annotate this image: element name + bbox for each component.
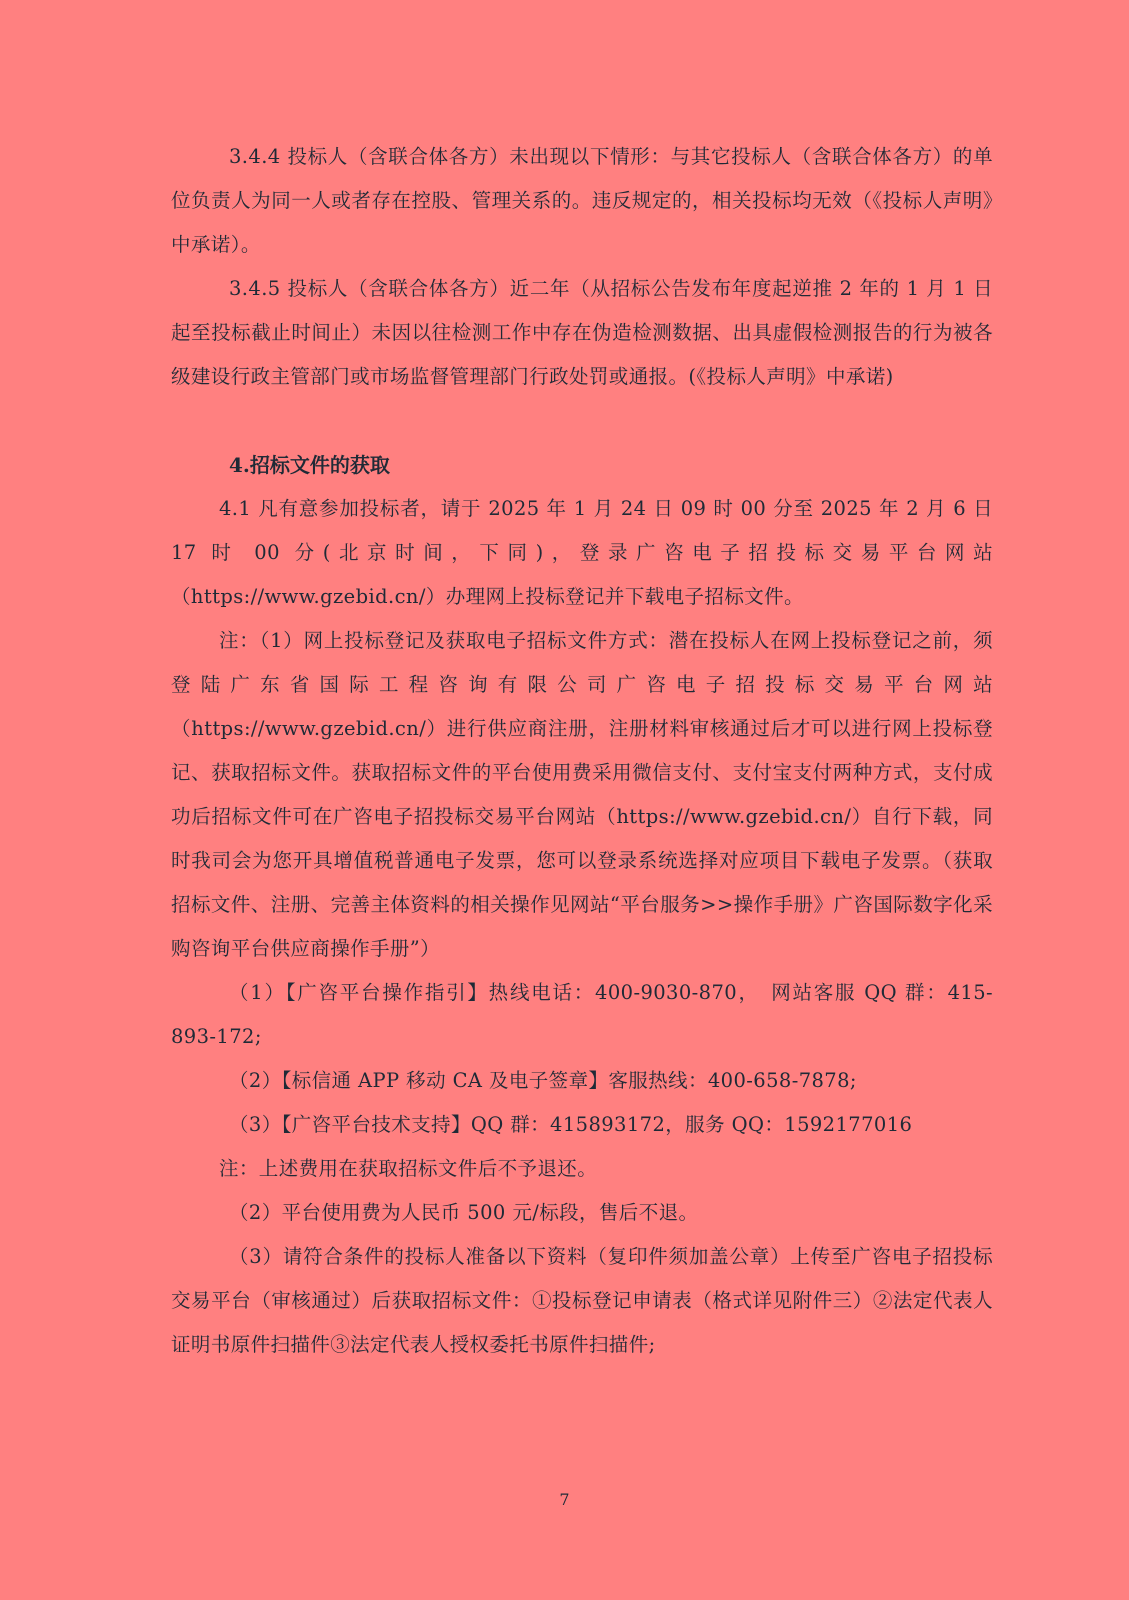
- hotline-tech-support: （3）【广咨平台技术支持】QQ 群：415893172，服务 QQ：1592177016: [229, 1113, 913, 1136]
- platform-fee: （2）平台使用费为人民币 500 元/标段，售后不退。: [229, 1201, 699, 1224]
- hotline-platform-guide: （1）【广咨平台操作指引】热线电话：400-9030-870， 网站客服 QQ 群：415-893-172;: [171, 981, 993, 1048]
- section-title: 4.招标文件的获取: [229, 453, 390, 477]
- required-materials: （3）请符合条件的投标人准备以下资料（复印件须加盖公章）上传至广咨电子招投标交易平台（审核通过）后获取招标文件：①投标登记申请表（格式详见附件三）②法定代表人证明书原件扫描件③法定代表人授权委托书原件扫描件;: [171, 1245, 993, 1356]
- note-fees-nonrefundable: 注：上述费用在获取招标文件后不予退还。: [219, 1157, 598, 1180]
- page-number: 7: [559, 1490, 570, 1509]
- document-page: [171, 135, 993, 1367]
- hotline-ca-signature: （2）【标信通 APP 移动 CA 及电子签章】客服热线：400-658-7878;: [229, 1069, 857, 1092]
- section-gap: [171, 399, 993, 443]
- clause-3-4-4: 3.4.4 投标人（含联合体各方）未出现以下情形：与其它投标人（含联合体各方）的单位负责人为同一人或者存在控股、管理关系的。违反规定的，相关投标均无效（《投标人声明》中承诺）。: [171, 145, 993, 256]
- note-registration: 注：（1）网上投标登记及获取电子招标文件方式：潜在投标人在网上投标登记之前，须登陆广东省国际工程咨询有限公司广咨电子招投标交易平台网站（https://www.gzebid.cn/）进行供应商注册，注册材料审核通过后才可以进行网上投标登记、获取招标文件。获取招标文件的平台使用费采用微信支付、支付宝支付两种方式，支付成功后招标文件可在广咨电子招投标交易平台网站（https://www.gzebid.cn/）自行下载，同时我司会为您开具增值税普通电子发票，您可以登录系统选择对应项目下载电子发票。（获取招标文件、注册、完善主体资料的相关操作见网站“平台服务>>操作手册》广咨国际数字化采购咨询平台供应商操作手册”）: [171, 629, 993, 960]
- clause-3-4-5: 3.4.5 投标人（含联合体各方）近二年（从招标公告发布年度起逆推 2 年的 1 月 1 日起至投标截止时间止）未因以往检测工作中存在伪造检测数据、出具虚假检测报告的行为被各级建设行政主管部门或市场监督管理部门行政处罚或通报。(《投标人声明》中承诺): [171, 277, 993, 388]
- clause-4-1: 4.1 凡有意参加投标者，请于 2025 年 1 月 24 日 09 时 00 分至 2025 年 2 月 6 日 17 时 00 分(北京时间，下同)，登录广咨电子招投标交易平台网站（https://www.gzebid.cn/）办理网上投标登记并下载电子招标文件。: [171, 497, 993, 608]
